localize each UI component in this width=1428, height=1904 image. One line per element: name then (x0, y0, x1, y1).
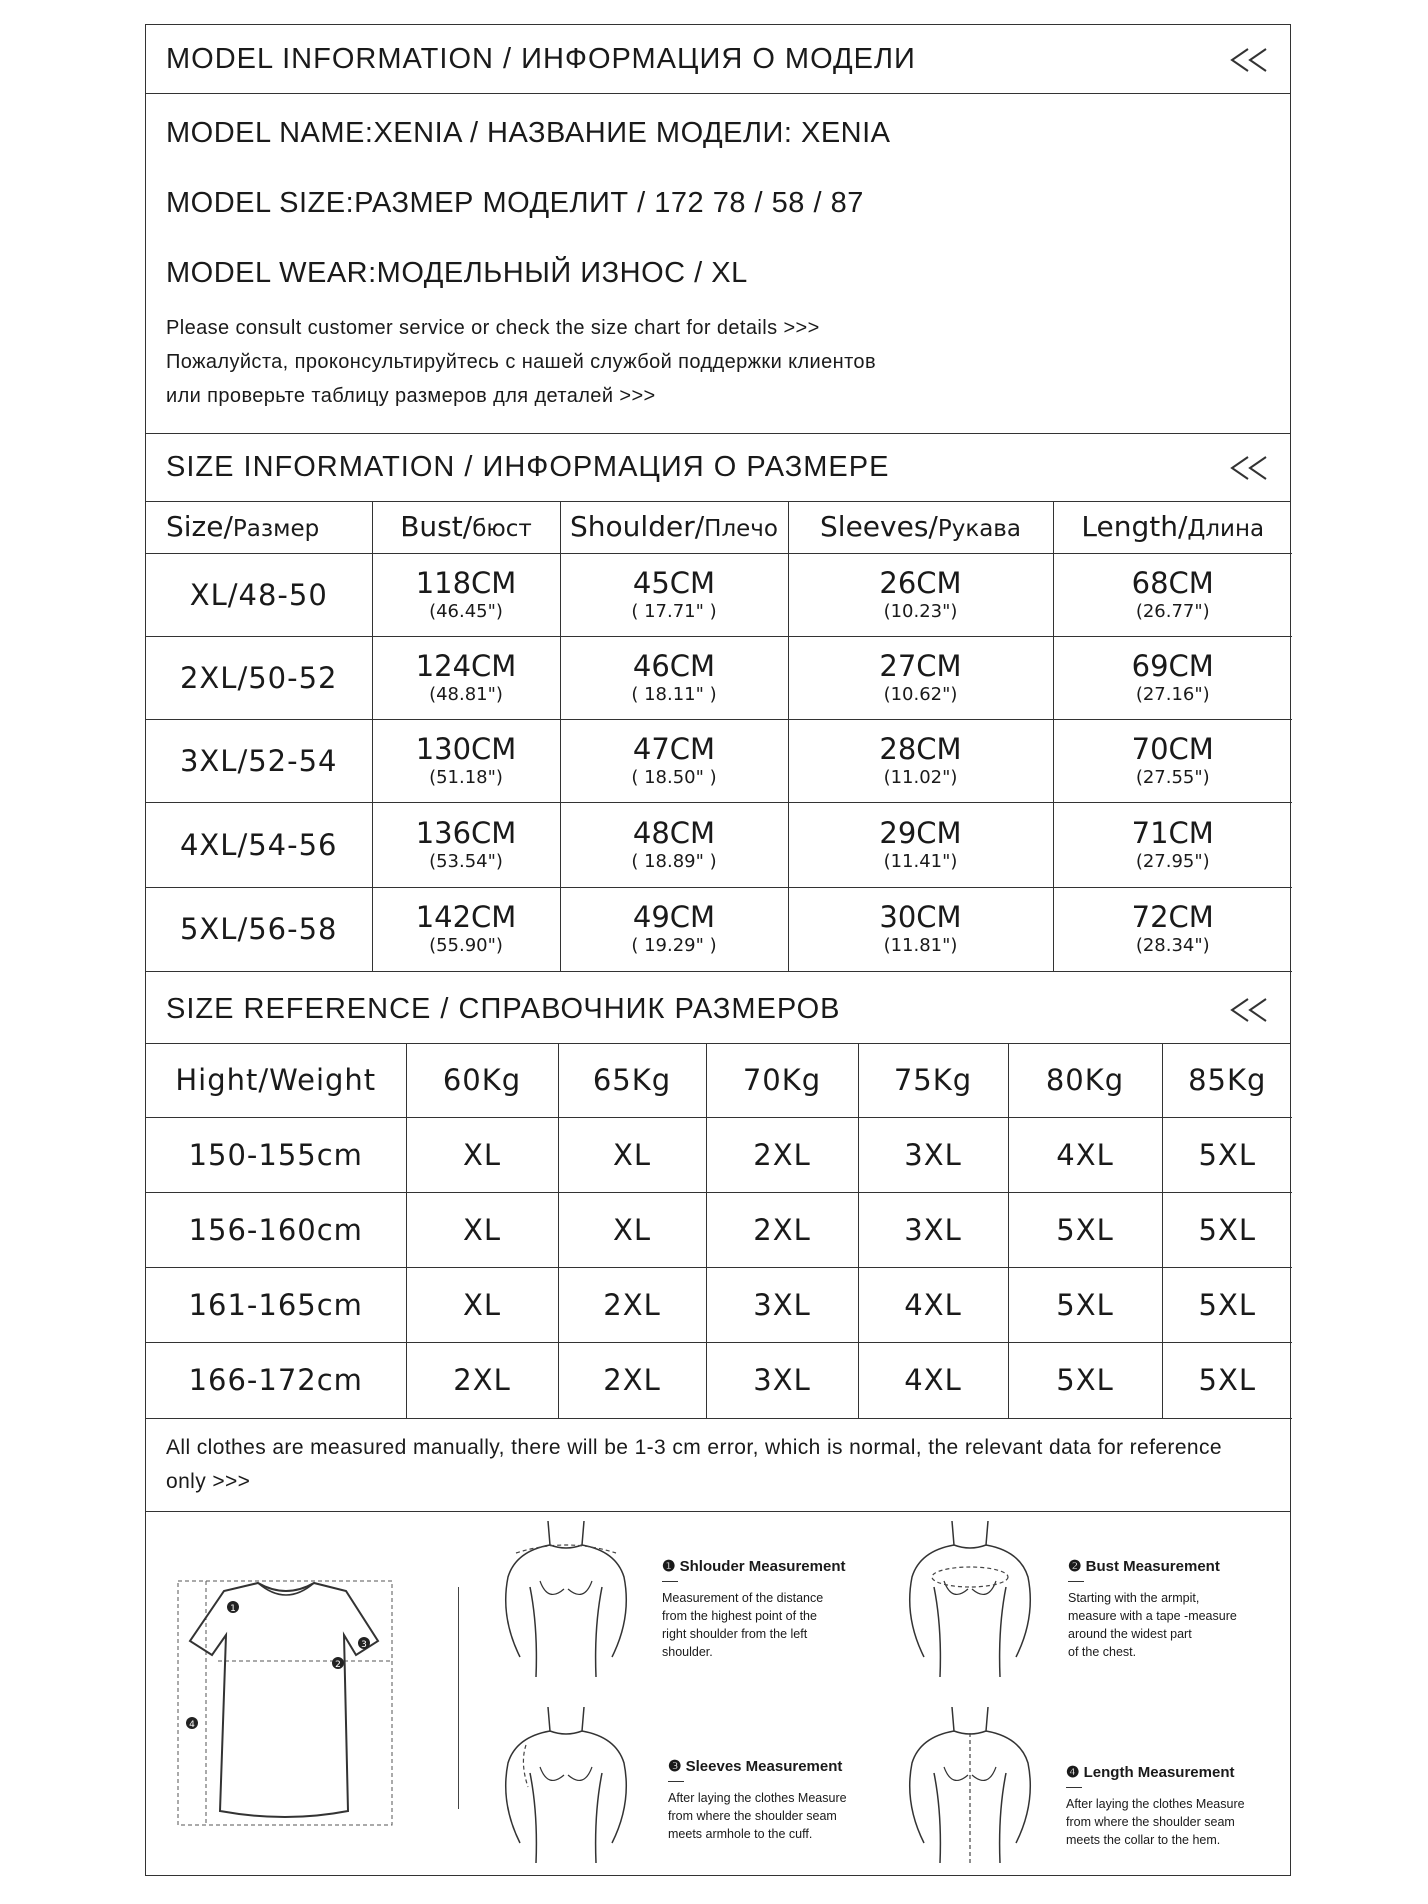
shoulder-measurement-title: ❶ Shlouder Measurement (662, 1558, 846, 1575)
sleeves-cell: 29CM (11.41") (788, 802, 1053, 887)
shoulder-body-figure (486, 1517, 646, 1683)
length-cell: 71CM (27.95") (1053, 802, 1292, 887)
size-cell: 3XL (858, 1192, 1008, 1267)
shoulder-cell: 49CM ( 19.29" ) (560, 887, 788, 971)
length-cell: 70CM (27.55") (1053, 719, 1292, 802)
length-measurement-desc: After laying the clothes Measure from where the shoulder seam meets the collar to the hem. (1066, 1797, 1245, 1847)
divider (668, 1781, 684, 1782)
size-cell: 5XL (1162, 1192, 1292, 1267)
sleeves-cell: 27CM (10.62") (788, 636, 1053, 719)
length-cell: 68CM (26.77") (1053, 553, 1292, 636)
height-range: 161-165cm (146, 1267, 406, 1342)
model-name: MODEL NAME:XENIA / НАЗВАНИЕ МОДЕЛИ: XENIA (166, 117, 891, 149)
size-chart-frame (145, 24, 1291, 1876)
shoulder-cell: 48CM ( 18.89" ) (560, 802, 788, 887)
sleeves-measurement-title: ❸ Sleeves Measurement (668, 1758, 843, 1775)
table-row (146, 719, 1292, 802)
size-cell: 5XL (1162, 1117, 1292, 1192)
bust-cell: 124CM (48.81") (372, 636, 560, 719)
header-weight: 80Kg (1008, 1043, 1162, 1117)
double-chevron-left-icon (1228, 47, 1270, 73)
size-cell: 3XL (706, 1342, 858, 1418)
bust-cell: 118CM (46.45") (372, 553, 560, 636)
sleeves-measurement-desc: After laying the clothes Measure from where the shoulder seam meets armhole to the cuff. (668, 1791, 847, 1841)
model-wear: MODEL WEAR:МОДЕЛЬНЫЙ ИЗНОС / XL (166, 257, 748, 289)
size-cell: 3XL (858, 1117, 1008, 1192)
divider (662, 1581, 678, 1582)
header-weight: 75Kg (858, 1043, 1008, 1117)
size-ref-title: SIZE REFERENCE / СПРАВОЧНИК РАЗМЕРОВ (166, 993, 841, 1025)
table-row (146, 636, 1292, 719)
table-header-row (146, 1043, 1292, 1117)
divider (146, 433, 1290, 434)
shoulder-measurement-desc: Measurement of the distance from the highest point of the right shoulder from the left shoulder. (662, 1591, 824, 1659)
divider (458, 1587, 459, 1809)
size-info-table (146, 501, 1292, 972)
size-label: 2XL/50-52 (146, 636, 372, 719)
shoulder-cell: 47CM ( 18.50" ) (560, 719, 788, 802)
sleeves-cell: 26CM (10.23") (788, 553, 1053, 636)
model-size: MODEL SIZE:РАЗМЕР МОДЕЛИТ / 172 78 / 58 / 87 (166, 187, 864, 219)
divider (146, 971, 1290, 972)
consult-note-en: Please consult customer service or check the size chart for details >>> (166, 317, 820, 339)
size-ref-table (146, 1043, 1292, 1419)
size-cell: 5XL (1162, 1342, 1292, 1418)
size-label: 3XL/52-54 (146, 719, 372, 802)
size-cell: 3XL (706, 1267, 858, 1342)
length-cell: 69CM (27.16") (1053, 636, 1292, 719)
header-sleeves: Sleeves/Рукава (788, 501, 1053, 553)
tshirt-diagram (168, 1571, 404, 1831)
svg-text:1: 1 (230, 1604, 236, 1614)
svg-text:3: 3 (361, 1640, 367, 1650)
size-label: 5XL/56-58 (146, 887, 372, 971)
header-shoulder: Shoulder/Плечо (560, 501, 788, 553)
height-range: 166-172cm (146, 1342, 406, 1418)
header-bust: Bust/бюст (372, 501, 560, 553)
consult-note-ru-2: или проверьте таблицу размеров для деталей >>> (166, 385, 656, 407)
divider (1066, 1787, 1082, 1788)
size-cell: 5XL (1008, 1342, 1162, 1418)
bust-measurement-desc: Starting with the armpit, measure with a tape -measure around the widest part of the chest. (1068, 1591, 1237, 1659)
bust-cell: 142CM (55.90") (372, 887, 560, 971)
table-row (146, 887, 1292, 971)
table-row (146, 1117, 1292, 1192)
size-cell: 5XL (1008, 1192, 1162, 1267)
sleeves-cell: 30CM (11.81") (788, 887, 1053, 971)
sleeves-cell: 28CM (11.02") (788, 719, 1053, 802)
header-height-weight: Hight/Weight (146, 1043, 406, 1117)
divider (146, 1418, 1290, 1419)
size-cell: 5XL (1162, 1267, 1292, 1342)
size-cell: XL (406, 1267, 558, 1342)
table-row (146, 1342, 1292, 1418)
bust-measurement-title: ❷ Bust Measurement (1068, 1558, 1220, 1575)
header-weight: 65Kg (558, 1043, 706, 1117)
size-label: XL/48-50 (146, 553, 372, 636)
size-cell: XL (406, 1117, 558, 1192)
bust-cell: 130CM (51.18") (372, 719, 560, 802)
size-info-title: SIZE INFORMATION / ИНФОРМАЦИЯ О РАЗМЕРЕ (166, 451, 890, 483)
size-cell: 2XL (558, 1342, 706, 1418)
size-cell: 5XL (1008, 1267, 1162, 1342)
size-cell: 4XL (858, 1267, 1008, 1342)
table-header-row (146, 501, 1292, 553)
measurement-disclaimer: All clothes are measured manually, there will be 1-3 cm error, which is normal, the relevant data for reference only >>> (166, 1436, 1222, 1493)
header-weight: 60Kg (406, 1043, 558, 1117)
size-cell: 2XL (406, 1342, 558, 1418)
table-row (146, 553, 1292, 636)
double-chevron-left-icon (1228, 455, 1270, 481)
height-range: 150-155cm (146, 1117, 406, 1192)
height-range: 156-160cm (146, 1192, 406, 1267)
double-chevron-left-icon (1228, 997, 1270, 1023)
header-weight: 70Kg (706, 1043, 858, 1117)
size-cell: 2XL (706, 1117, 858, 1192)
size-cell: XL (406, 1192, 558, 1267)
consult-note-ru-1: Пожалуйста, проконсультируйтесь с нашей службой поддержки клиентов (166, 351, 876, 373)
size-cell: XL (558, 1192, 706, 1267)
bust-body-figure (890, 1517, 1050, 1683)
size-cell: 2XL (706, 1192, 858, 1267)
bust-cell: 136CM (53.54") (372, 802, 560, 887)
size-cell: XL (558, 1117, 706, 1192)
table-row (146, 1267, 1292, 1342)
shoulder-cell: 45CM ( 17.71" ) (560, 553, 788, 636)
header-length: Length/Длина (1053, 501, 1292, 553)
size-cell: 2XL (558, 1267, 706, 1342)
divider (146, 93, 1290, 94)
table-row (146, 802, 1292, 887)
size-cell: 4XL (858, 1342, 1008, 1418)
divider (1068, 1581, 1084, 1582)
model-info-title: MODEL INFORMATION / ИНФОРМАЦИЯ О МОДЕЛИ (166, 43, 916, 75)
size-cell: 4XL (1008, 1117, 1162, 1192)
header-size: Size/Размер (146, 501, 372, 553)
svg-text:2: 2 (335, 1660, 341, 1670)
sleeves-body-figure (486, 1703, 646, 1869)
svg-text:4: 4 (189, 1720, 195, 1730)
length-body-figure (890, 1703, 1050, 1869)
table-row (146, 1192, 1292, 1267)
size-label: 4XL/54-56 (146, 802, 372, 887)
header-weight: 85Kg (1162, 1043, 1292, 1117)
measurement-diagrams (146, 1511, 1292, 1875)
shoulder-cell: 46CM ( 18.11" ) (560, 636, 788, 719)
length-measurement-title: ❹ Length Measurement (1066, 1764, 1235, 1781)
length-cell: 72CM (28.34") (1053, 887, 1292, 971)
